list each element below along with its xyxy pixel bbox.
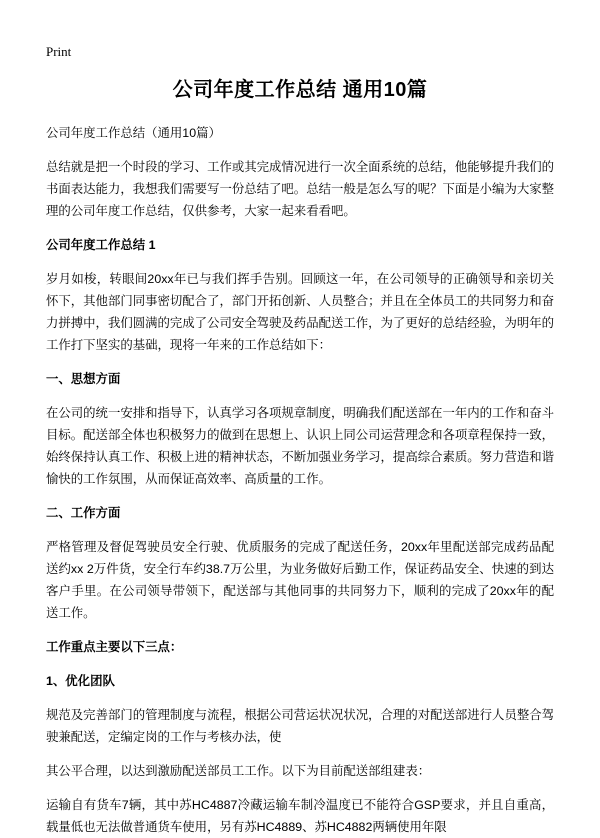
section-heading-3: 二、工作方面 [46,506,121,520]
page-title: 公司年度工作总结 通用10篇 [172,79,428,101]
section-heading-2: 一、思想方面 [46,372,121,386]
paragraph-intro: 总结就是把一个时段的学习、工作或其完成情况进行一次全面系统的总结，他能够提升我们的书面表达能力，我想我们需要写一份总结了吧。总结一般是怎么写的呢？下面是小编为大家整理的公司年度工作总结，仅供参考，大家一起来看看吧。 [46,160,555,218]
paragraph-body-2: 在公司的统一安排和指导下，认真学习各项规章制度，明确我们配送部在一年内的工作和奋斗目标。配送部全体也积极努力的做到在思想上、认识上同公司运营理念和各项章程保持一致，始终保持认真工作、积极上进的精神状态，不断加强业务学习，提高综合素质。努力营造和谐愉快的工作氛围，从而保证高效率、高质量的工作。 [46,406,555,486]
paragraph-subtitle: 公司年度工作总结（通用10篇） [46,126,221,140]
paragraph-body-5: 其公平合理，以达到激励配送部员工工作。以下为目前配送部组建表： [46,764,431,778]
section-heading-1: 公司年度工作总结 1 [46,238,156,252]
paragraph-body-1: 岁月如梭，转眼间20xx年已与我们挥手告别。回顾这一年，在公司领导的正确领导和亲切关怀下，其他部门同事密切配合了，部门开拓创新、人员整合；并且在全体员工的共同努力和奋力拼搏中，我们圆满的完成了公司安全驾驶及药品配送工作，为了更好的总结经验，为明年的工作打下坚实的基础，现将一年来的工作总结如下： [46,272,555,352]
print-label[interactable]: Print [46,44,72,59]
paragraph-body-4: 规范及完善部门的管理制度与流程，根据公司营运状况状况，合理的对配送部进行人员整合驾驶兼配送，定编定岗的工作与考核办法，使 [46,708,555,744]
section-heading-5: 1、优化团队 [46,674,115,688]
section-heading-4: 工作重点主要以下三点： [46,640,183,654]
paragraph-body-3: 严格管理及督促驾驶员安全行驶、优质服务的完成了配送任务，20xx年里配送部完成药品配送约xx 2万件货，安全行车约38.7万公里，为业务做好后勤工作，保证药品安全、快速的到达客户手里。在公司领导带领下，配送部与其他同事的共同努力下，顺利的完成了20xx年的配送工作。 [46,540,554,620]
paragraph-body-6: 运输自有货车7辆，其中苏HC4887冷藏运输车制冷温度已不能符合GSP要求，并且自重高，载量低也无法做普通货车使用，另有苏HC4889、苏HC4882两辆使用年限 [46,798,554,834]
